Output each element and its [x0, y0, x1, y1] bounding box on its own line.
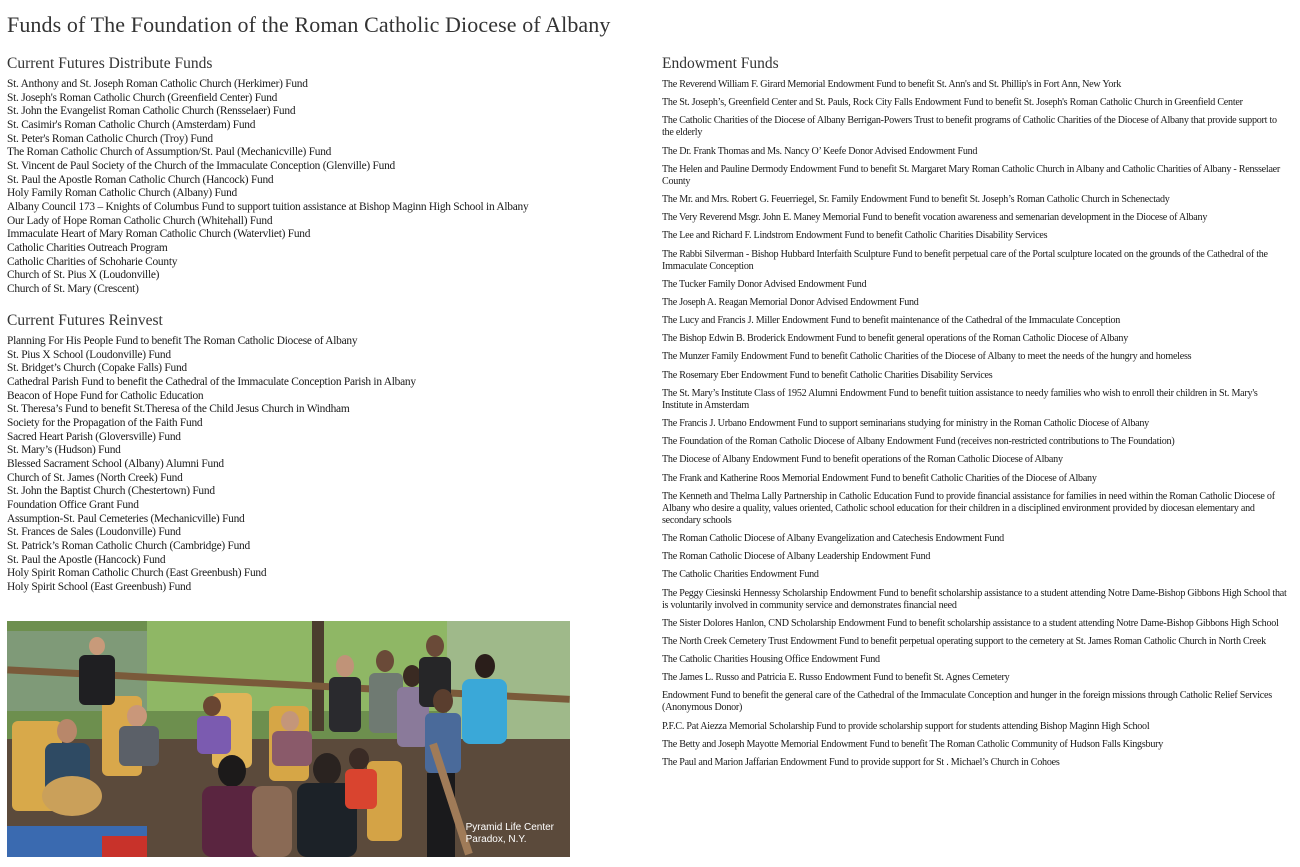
endowment-fund-item: The Catholic Charities of the Diocese of Albany Berrigan-Powers Trust to benefit programs of Catholic Charities of the Diocese of Albany that provide support to the elderly: [662, 115, 1277, 139]
endowment-fund-item: Endowment Fund to benefit the general care of the Cathedral of the Immaculate Conception and hunger in the foreign missions through Catholic Relief Services (Anonymous Donor): [662, 690, 1272, 714]
person-head: [403, 665, 421, 687]
reinvest-fund-item: St. Theresa’s Fund to benefit St.Theresa of the Child Jesus Church in Windham: [7, 403, 350, 416]
distribute-fund-item: St. Casimir's Roman Catholic Church (Amsterdam) Fund: [7, 118, 256, 131]
endowment-heading: Endowment Funds: [662, 55, 779, 72]
distribute-fund-item: Catholic Charities Outreach Program: [7, 241, 168, 254]
distribute-fund-item: Catholic Charities of Schoharie County: [7, 255, 178, 268]
red-backpack: [102, 836, 147, 857]
distribute-fund-item: The Roman Catholic Church of Assumption/St. Paul (Mechanicville) Fund: [7, 146, 332, 159]
reinvest-fund-item: St. Bridget’s Church (Copake Falls) Fund: [7, 362, 187, 375]
distribute-heading: Current Futures Distribute Funds: [7, 55, 213, 72]
reinvest-fund-item: Church of St. James (North Creek) Fund: [7, 471, 183, 484]
endowment-fund-item: The Roman Catholic Diocese of Albany Evangelization and Catechesis Endowment Fund: [662, 532, 1004, 544]
reinvest-fund-item: Holy Spirit Roman Catholic Church (East Greenbush) Fund: [7, 567, 267, 580]
endowment-fund-item: The Catholic Charities Endowment Fund: [662, 569, 819, 581]
person-back: [252, 786, 292, 857]
endowment-fund-item: The Reverend William F. Girard Memorial Endowment Fund to benefit St. Ann's and St. Phillip's in Fort Ann, New York: [662, 79, 1122, 90]
person-head: [336, 655, 354, 677]
photo-caption: [466, 822, 554, 845]
caption-town: Paradox, N.Y.: [465, 833, 527, 845]
distribute-fund-item: St. Anthony and St. Joseph Roman Catholic Church (Herkimer) Fund: [7, 78, 308, 90]
reinvest-fund-item: Holy Spirit School (East Greenbush) Fund: [7, 580, 191, 593]
person-head: [475, 654, 495, 678]
caption-location: Pyramid Life Center: [465, 822, 554, 833]
reinvest-fund-item: St. Paul the Apostle (Hancock) Fund: [7, 553, 166, 566]
reinvest-heading: Current Futures Reinvest: [7, 312, 163, 329]
distribute-fund-item: Immaculate Heart of Mary Roman Catholic Church (Watervliet) Fund: [7, 228, 311, 241]
endowment-fund-item: The James L. Russo and Patricia E. Russo Endowment Fund to benefit St. Agnes Cemetery: [662, 672, 1010, 684]
distribute-fund-item: St. Paul the Apostle Roman Catholic Church (Hancock) Fund: [7, 173, 274, 186]
person-head: [376, 650, 394, 672]
reinvest-fund-item: Beacon of Hope Fund for Catholic Education: [7, 389, 204, 402]
person-seated: [197, 716, 231, 754]
endowment-fund-item: The Tucker Family Donor Advised Endowment Fund: [662, 278, 867, 290]
person-seated: [272, 731, 312, 766]
person-blue-jacket: [462, 679, 507, 744]
distribute-fund-item: St. Joseph's Roman Catholic Church (Greenfield Center) Fund: [7, 91, 278, 104]
person-head: [426, 635, 444, 657]
reinvest-fund-item: Society for the Propagation of the Faith Fund: [7, 416, 203, 429]
distribute-fund-item: Our Lady of Hope Roman Catholic Church (Whitehall) Fund: [7, 214, 273, 227]
distribute-fund-list: [7, 78, 607, 297]
person-seated: [345, 769, 377, 809]
reinvest-fund-item: St. Frances de Sales (Loudonville) Fund: [7, 526, 181, 539]
person-standing: [79, 655, 115, 705]
endowment-fund-item: The Rosemary Eber Endowment Fund to benefit Catholic Charities Disability Services: [662, 369, 993, 381]
person-head: [127, 705, 147, 727]
reinvest-fund-item: St. Mary’s (Hudson) Fund: [7, 444, 121, 457]
endowment-fund-item: The Munzer Family Endowment Fund to benefit Catholic Charities of the Diocese of Albany to meet the needs of the hungry and homeless: [662, 351, 1192, 363]
endowment-fund-item: The Francis J. Urbano Endowment Fund to support seminarians studying for ministry in the Roman Catholic Diocese of Albany: [662, 418, 1149, 429]
endowment-fund-item: P.F.C. Pat Aiezza Memorial Scholarship Fund to provide scholarship support for students attending Bishop Maginn High School: [662, 720, 1150, 732]
reinvest-fund-item: Planning For His People Fund to benefit The Roman Catholic Diocese of Albany: [7, 335, 358, 347]
person-head: [433, 689, 453, 713]
endowment-fund-item: The Frank and Katherine Roos Memorial Endowment Fund to benefit Catholic Charities of the Diocese of Albany: [662, 472, 1097, 484]
distribute-fund-item: Holy Family Roman Catholic Church (Albany) Fund: [7, 187, 237, 200]
endowment-fund-item: The Joseph A. Reagan Memorial Donor Advised Endowment Fund: [662, 296, 919, 308]
distribute-fund-item: St. Vincent de Paul Society of the Church of the Immaculate Conception (Glenville) Fund: [7, 159, 395, 172]
endowment-fund-item: The St. Mary’s Institute Class of 1952 Alumni Endowment Fund to benefit tuition assistance to needy families who wish to enroll their children in St. Mary's Institute in Amsterdam: [662, 387, 1258, 411]
endowment-fund-list: [662, 79, 1292, 775]
person-head: [57, 719, 77, 743]
person-head: [349, 748, 369, 770]
endowment-fund-item: The Helen and Pauline Dermody Endowment Fund to benefit St. Margaret Mary Roman Catholic Church in Albany and Catholic Charities of Albany - Rensselaer County: [662, 163, 1281, 187]
endowment-fund-item: The St. Joseph’s, Greenfield Center and St. Pauls, Rock City Falls Endowment Fund to benefit St. Joseph's Roman Catholic Church in Greenfield Center: [662, 97, 1243, 109]
reinvest-fund-item: Sacred Heart Parish (Gloversville) Fund: [7, 430, 181, 443]
endowment-fund-item: The Roman Catholic Diocese of Albany Leadership Endowment Fund: [662, 551, 931, 563]
reinvest-fund-item: St. John the Baptist Church (Chestertown) Fund: [7, 485, 215, 498]
distribute-fund-item: Albany Council 173 – Knights of Columbus Fund to support tuition assistance at Bishop Maginn High School in Albany: [7, 200, 529, 213]
endowment-fund-item: The Mr. and Mrs. Robert G. Feuerriegel, Sr. Family Endowment Fund to benefit St. Joseph’s Roman Catholic Church in Schenectady: [662, 193, 1170, 205]
endowment-fund-item: The Very Reverend Msgr. John E. Maney Memorial Fund to benefit vocation awareness and semenarian development in the Diocese of Albany: [662, 212, 1208, 224]
tree-trunk: [312, 621, 324, 731]
person-head: [281, 711, 299, 731]
distribute-fund-item: St. Peter's Roman Catholic Church (Troy) Fund: [7, 132, 213, 145]
reinvest-fund-item: Blessed Sacrament School (Albany) Alumni Fund: [7, 457, 224, 470]
person-head: [218, 755, 246, 787]
reinvest-fund-item: Foundation Office Grant Fund: [7, 498, 139, 511]
distribute-fund-item: St. John the Evangelist Roman Catholic Church (Rensselaer) Fund: [7, 105, 296, 118]
endowment-fund-item: The Paul and Marion Jaffarian Endowment Fund to provide support for St . Michael’s Church in Cohoes: [662, 757, 1060, 768]
endowment-fund-item: The Lucy and Francis J. Miller Endowment Fund to benefit maintenance of the Cathedral of the Immaculate Conception: [662, 315, 1121, 327]
endowment-fund-item: The Dr. Frank Thomas and Ms. Nancy O’ Keefe Donor Advised Endowment Fund: [662, 145, 978, 157]
endowment-fund-item: The North Creek Cemetery Trust Endowment Fund to benefit perpetual operating support to the cemetery at St. James Roman Catholic Church in North Creek: [662, 635, 1266, 647]
distribute-fund-item: Church of St. Mary (Crescent): [7, 282, 139, 295]
pyramid-life-center-photo: [7, 621, 570, 857]
endowment-fund-item: The Foundation of the Roman Catholic Diocese of Albany Endowment Fund (receives non-restricted contributions to The Foundation): [662, 436, 1175, 448]
reinvest-fund-list: [7, 335, 607, 594]
person-seated: [119, 726, 159, 766]
distribute-fund-item: Church of St. Pius X (Loudonville): [7, 269, 160, 282]
reinvest-fund-item: Cathedral Parish Fund to benefit the Cathedral of the Immaculate Conception Parish in Albany: [7, 375, 416, 388]
endowment-fund-item: The Sister Dolores Hanlon, CND Scholarship Endowment Fund to benefit scholarship assistance to a student attending Notre Dame-Bishop Gibbons High School: [662, 617, 1279, 629]
person-standing: [329, 677, 361, 732]
endowment-fund-item: The Kenneth and Thelma Lally Partnership in Catholic Education Fund to provide financial assistance for families in need within the Roman Catholic Diocese of Albany who desire a quality, values oriented, Catholic school education for their children in a disciplined environment provided by diocesan elementary and secondary schools: [662, 490, 1275, 526]
endowment-fund-item: The Betty and Joseph Mayotte Memorial Endowment Fund to benefit The Roman Catholic Community of Hudson Falls Kingsbury: [662, 738, 1164, 750]
guitar: [42, 776, 102, 816]
page-title: Funds of The Foundation of the Roman Catholic Diocese of Albany: [7, 12, 611, 37]
reinvest-fund-item: St. Pius X School (Loudonville) Fund: [7, 348, 171, 361]
endowment-fund-item: The Lee and Richard F. Lindstrom Endowment Fund to benefit Catholic Charities Disability Services: [662, 230, 1048, 242]
person-head: [313, 753, 341, 785]
endowment-fund-item: The Catholic Charities Housing Office Endowment Fund: [662, 654, 880, 666]
endowment-fund-item: The Rabbi Silverman - Bishop Hubbard Interfaith Sculpture Fund to benefit perpetual care of the Portal sculpture located on the grounds of the Cathedral of the Immaculate Conception: [662, 248, 1268, 272]
reinvest-fund-item: St. Patrick’s Roman Catholic Church (Cambridge) Fund: [7, 539, 250, 552]
endowment-fund-item: The Bishop Edwin B. Broderick Endowment Fund to benefit general operations of the Roman Catholic Diocese of Albany: [662, 333, 1128, 345]
reinvest-fund-item: Assumption-St. Paul Cemeteries (Mechanicville) Fund: [7, 512, 245, 525]
person-head: [203, 696, 221, 716]
person-head: [89, 637, 105, 655]
endowment-fund-item: The Peggy Ciesinski Hennessy Scholarship Endowment Fund to benefit scholarship assistance to a student attending Notre Dame-Bishop Gibbons High School that is voluntarily involved in community service and demonstrates financial need: [662, 587, 1287, 611]
endowment-fund-item: The Diocese of Albany Endowment Fund to benefit operations of the Roman Catholic Diocese of Albany: [662, 454, 1063, 466]
